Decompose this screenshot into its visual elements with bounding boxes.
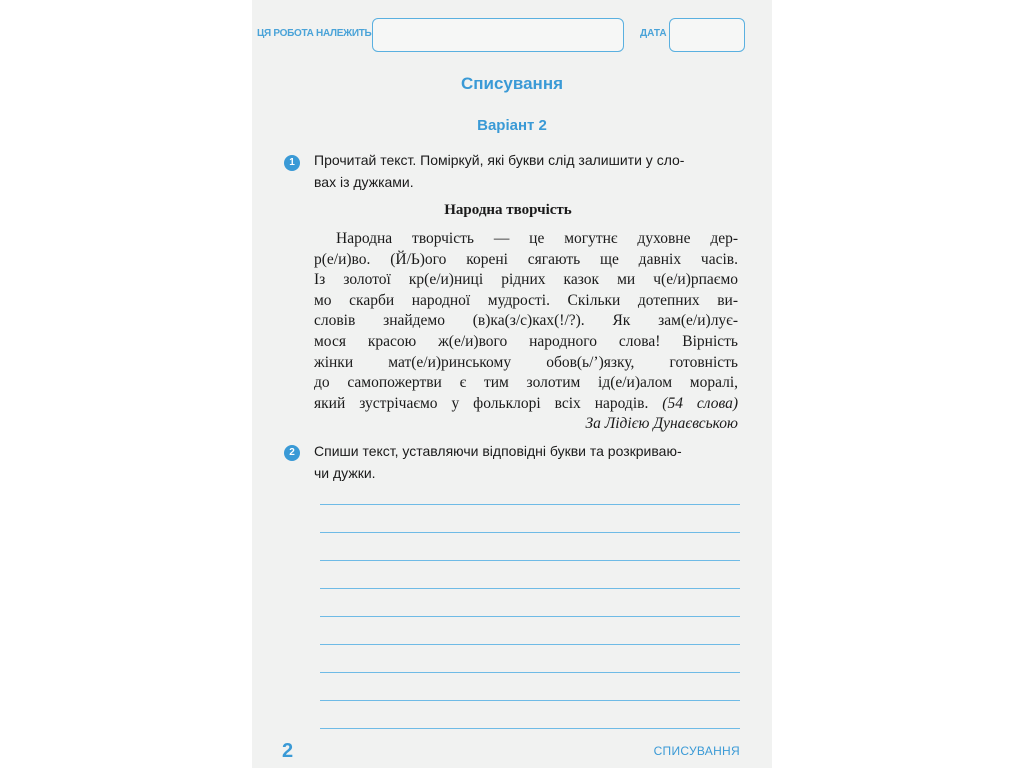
writing-line[interactable]: [320, 588, 740, 589]
passage-line: словів знайдемо (в)ка(з/с)ках(!/?). Як зам(е/и)лує-: [314, 312, 738, 330]
writing-line[interactable]: [320, 672, 740, 673]
page-title: Списування: [460, 74, 564, 93]
variant-heading: Варіант 2: [477, 117, 547, 134]
writing-line[interactable]: [320, 644, 740, 645]
date-field[interactable]: [669, 18, 745, 52]
passage-line: жінки мат(е/и)ринському обов(ь/’)язку, готовність: [314, 353, 738, 371]
passage-line: р(е/и)во. (Й/Ь)ого корені сягають ще давніх часів.: [314, 250, 738, 268]
task-2-instruction: [314, 440, 750, 484]
task-2-number-badge: 2: [284, 445, 300, 461]
passage-last-line: [314, 394, 738, 415]
passage-line: мо скарби народної мудрості. Скільки дотепних ви-: [314, 291, 738, 309]
footer-section-label: СПИСУВАННЯ: [653, 744, 740, 758]
task-1-line: вах із дужками.: [314, 174, 414, 190]
writing-line[interactable]: [320, 560, 740, 561]
passage-line: Із золотої кр(е/и)ниці рідних казок ми ч(е/и)рпаємо: [314, 271, 738, 289]
page-number: 2: [282, 740, 294, 762]
task-1-number-badge: 1: [284, 155, 300, 171]
worksheet-page: [252, 0, 772, 768]
writing-line[interactable]: [320, 504, 740, 505]
writing-line[interactable]: [320, 700, 740, 701]
task-2-line: Спиши текст, уставляючи відповідні букви та розкриваю-: [314, 443, 682, 459]
date-label: ДАТА: [640, 28, 667, 39]
writing-line[interactable]: [320, 616, 740, 617]
writing-line[interactable]: [320, 728, 740, 729]
passage-line: який зустрічаємо у фольклорі всіх народів.: [314, 394, 649, 412]
task-1-instruction: [314, 149, 750, 193]
dictation-passage: [314, 229, 738, 435]
text-title: Народна творчість: [444, 202, 572, 218]
owner-label: ЦЯ РОБОТА НАЛЕЖИТЬ: [257, 28, 372, 39]
passage-line: до самопожертви є тим золотим ід(е/и)алом моралі,: [314, 374, 738, 392]
task-2-line: чи дужки.: [314, 465, 376, 481]
owner-name-field[interactable]: [372, 18, 624, 52]
passage-author: За Лідією Дунаєвською: [585, 415, 738, 433]
task-1-line: Прочитай текст. Поміркуй, які букви слід залишити у сло-: [314, 152, 685, 168]
passage-line: мося красою ж(е/и)вого народного слова! Вірність: [314, 332, 738, 350]
writing-line[interactable]: [320, 532, 740, 533]
word-count: (54 слова): [662, 394, 739, 412]
passage-line: Народна творчість — це могутнє духовне дер-: [336, 230, 738, 247]
